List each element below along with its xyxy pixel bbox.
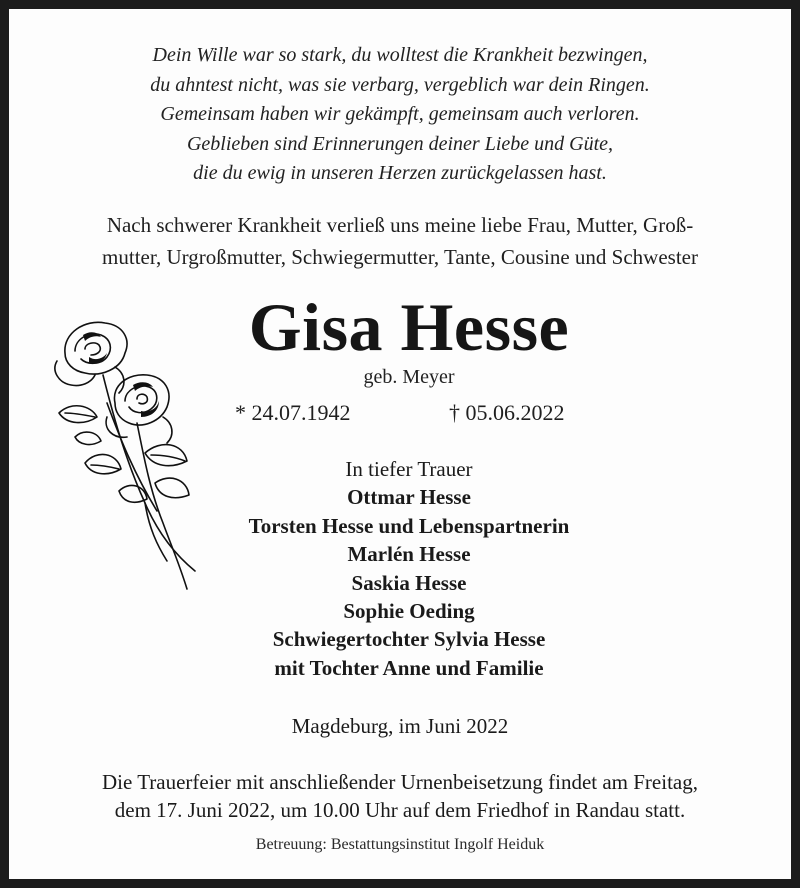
funeral-line-1: Die Trauerfeier mit anschließender Urnenbeisetzung findet am Freitag, <box>102 770 698 794</box>
poem <box>9 41 791 189</box>
mourner-name: Torsten Hesse und Lebenspartnerin <box>248 513 570 538</box>
death-date: † 05.06.2022 <box>449 400 565 425</box>
mourner-name: Ottmar Hesse <box>347 485 471 510</box>
poem-line: du ahntest nicht, was sie verbarg, vergeblich war dein Ringen. <box>150 73 650 96</box>
place-date: Magdeburg, im Juni 2022 <box>291 714 509 738</box>
mourner-name: mit Tochter Anne und Familie <box>274 655 544 680</box>
funeral-home-credit: Betreuung: Bestattungsinstitut Ingolf Heiduk <box>255 836 545 853</box>
poem-line: die du ewig in unseren Herzen zurückgelassen hast. <box>193 162 607 184</box>
mourner-name: Marlén Hesse <box>347 542 471 567</box>
mourners-list <box>189 455 629 682</box>
poem-line: Dein Wille war so stark, du wolltest die Krankheit bezwingen, <box>152 44 648 66</box>
funeral-line-2: dem 17. Juni 2022, um 10.00 Uhr auf dem Friedhof in Randau statt. <box>114 798 686 822</box>
intro-text <box>9 209 791 273</box>
intro-line-1: Nach schwerer Krankheit verließ uns meine liebe Frau, Mutter, Groß- <box>106 213 694 237</box>
maiden-name: geb. Meyer <box>363 366 455 388</box>
life-dates <box>9 398 791 428</box>
mourners-heading: In tiefer Trauer <box>345 457 473 481</box>
deceased-name: Gisa Hesse <box>248 289 570 365</box>
intro-line-2: mutter, Urgroßmutter, Schwiegermutter, Tante, Cousine und Schwester <box>102 245 698 269</box>
mourner-name: Saskia Hesse <box>351 570 467 595</box>
poem-line: Geblieben sind Erinnerungen deiner Liebe und Güte, <box>186 132 614 155</box>
birth-date: * 24.07.1942 <box>235 400 351 425</box>
poem-line: Gemeinsam haben wir gekämpft, gemeinsam auch verloren. <box>160 103 640 125</box>
roses-icon <box>45 313 205 595</box>
mourner-name: Sophie Oeding <box>343 599 475 624</box>
mourner-name: Schwiegertochter Sylvia Hesse <box>272 627 546 652</box>
funeral-info <box>9 768 791 824</box>
